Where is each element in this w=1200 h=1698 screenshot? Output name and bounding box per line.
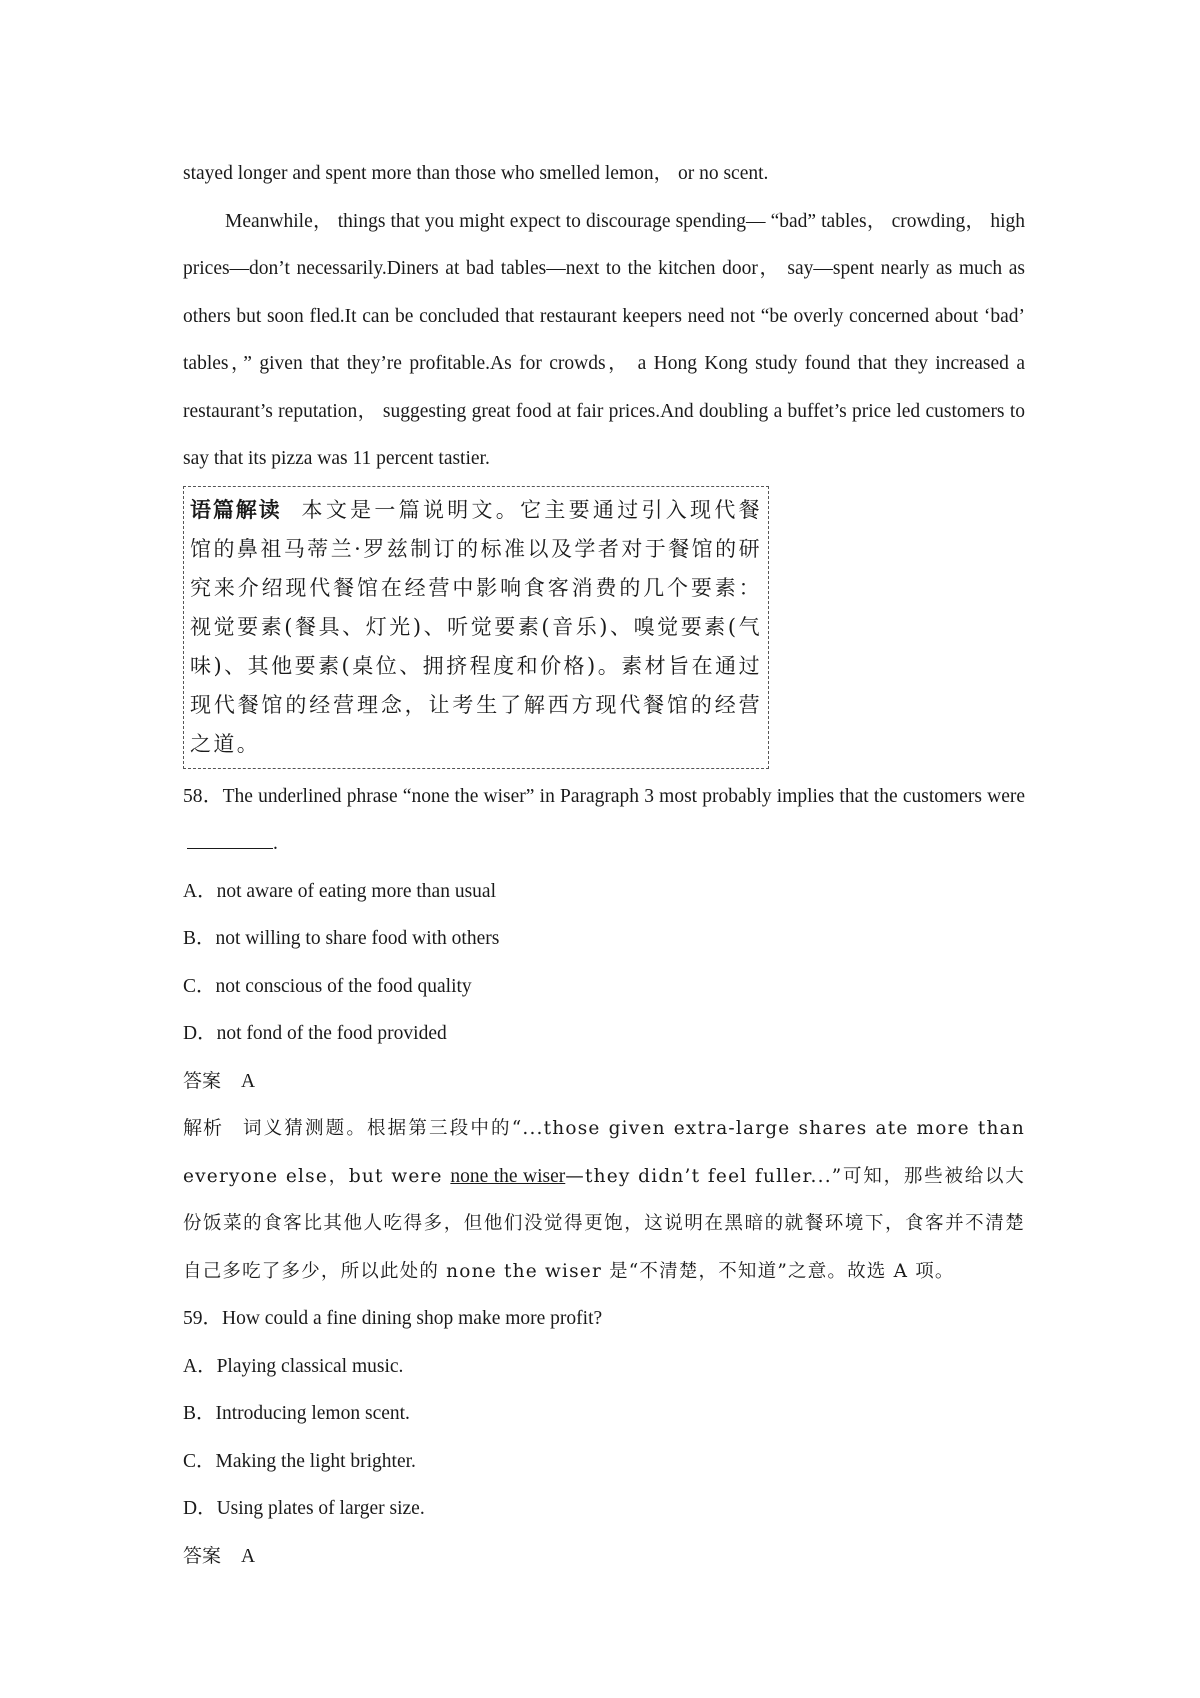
question-58-stem <box>183 773 1025 868</box>
reading-box-heading: 语篇解读 <box>190 497 282 522</box>
passage-paragraph: Meanwhile， things that you might expect to discourage spending— “bad” tables， crowding， high prices—don’t necessarily.Diners at bad tables—next to the kitchen door， say—spent nearly as much as others but soon fled.It can be concluded that restaurant keepers need not “be overly concerned about ‘bad’ tables，” given that they’re profitable.As for crowds， a Hong Kong study found that they increased a restaurant’s reputation， suggesting great food at fair prices.And doubling a buffet’s price led customers to say that its pizza was 11 percent tastier. <box>183 210 1025 469</box>
question-59-option-c: C．Making the light brighter. <box>183 1450 416 1472</box>
reading-box-text: 本文是一篇说明文。它主要通过引入现代餐馆的鼻祖马蒂兰·罗兹制订的标准以及学者对于餐馆的研究来介绍现代餐馆在经营中影响食客消费的几个要素：视觉要素(餐具、灯光)、听觉要素(音乐)、嗅觉要素(气味)、其他要素(桌位、拥挤程度和价格)。素材旨在通过现代餐馆的经营理念，让考生了解西方现代餐馆的经营之道。 <box>190 497 762 756</box>
document-page <box>183 150 1025 1580</box>
analysis-label: 解析 <box>183 1117 223 1139</box>
question-58-option-c: C．not conscious of the food quality <box>183 975 472 997</box>
question-58-option-b: B．not willing to share food with others <box>183 928 500 949</box>
answer-value: A <box>241 1070 256 1092</box>
analysis-text-a: 词义猜测题。根据第三段中的“...those given extra-large shares ate more than everyone else，but were <box>183 1118 1025 1187</box>
question-58-option-a: A．not aware of eating more than usual <box>183 880 496 902</box>
question-58-answer <box>183 1058 1025 1106</box>
analysis-underlined-phrase: none the wiser <box>450 1165 566 1187</box>
answer-value: A <box>241 1545 256 1567</box>
question-59-answer <box>183 1533 1025 1581</box>
answer-blank <box>187 828 273 849</box>
answer-label: 答案 <box>183 1544 222 1567</box>
question-58-stem-text: 58．The underlined phrase “none the wiser” in Paragraph 3 most probably implies that the customers were <box>183 785 1025 807</box>
passage-line: stayed longer and spent more than those who smelled lemon， or no scent. <box>183 163 769 184</box>
question-59-option-b: B．Introducing lemon scent. <box>183 1403 410 1424</box>
question-58-option-d: D．not fond of the food provided <box>183 1023 447 1044</box>
analysis-text-b: —they didn’t feel fuller...”可知，那些被给以大份饭菜的食客比其他人吃得多，但他们没觉得更饱，这说明在黑暗的就餐环境下，食客并不清楚自己多吃了多少，所以此处的 none the wiser 是“不清楚，不知道”之意。故选 A 项。 <box>183 1165 1025 1282</box>
question-59-stem: 59．How could a fine dining shop make more profit? <box>183 1308 603 1329</box>
question-58-analysis <box>183 1105 1025 1295</box>
question-59-option-d: D．Using plates of larger size. <box>183 1498 425 1519</box>
answer-label: 答案 <box>183 1069 222 1092</box>
question-59-option-a: A．Playing classical music. <box>183 1355 404 1377</box>
reading-analysis-box <box>183 486 769 769</box>
question-58-stem-end: . <box>273 833 278 854</box>
